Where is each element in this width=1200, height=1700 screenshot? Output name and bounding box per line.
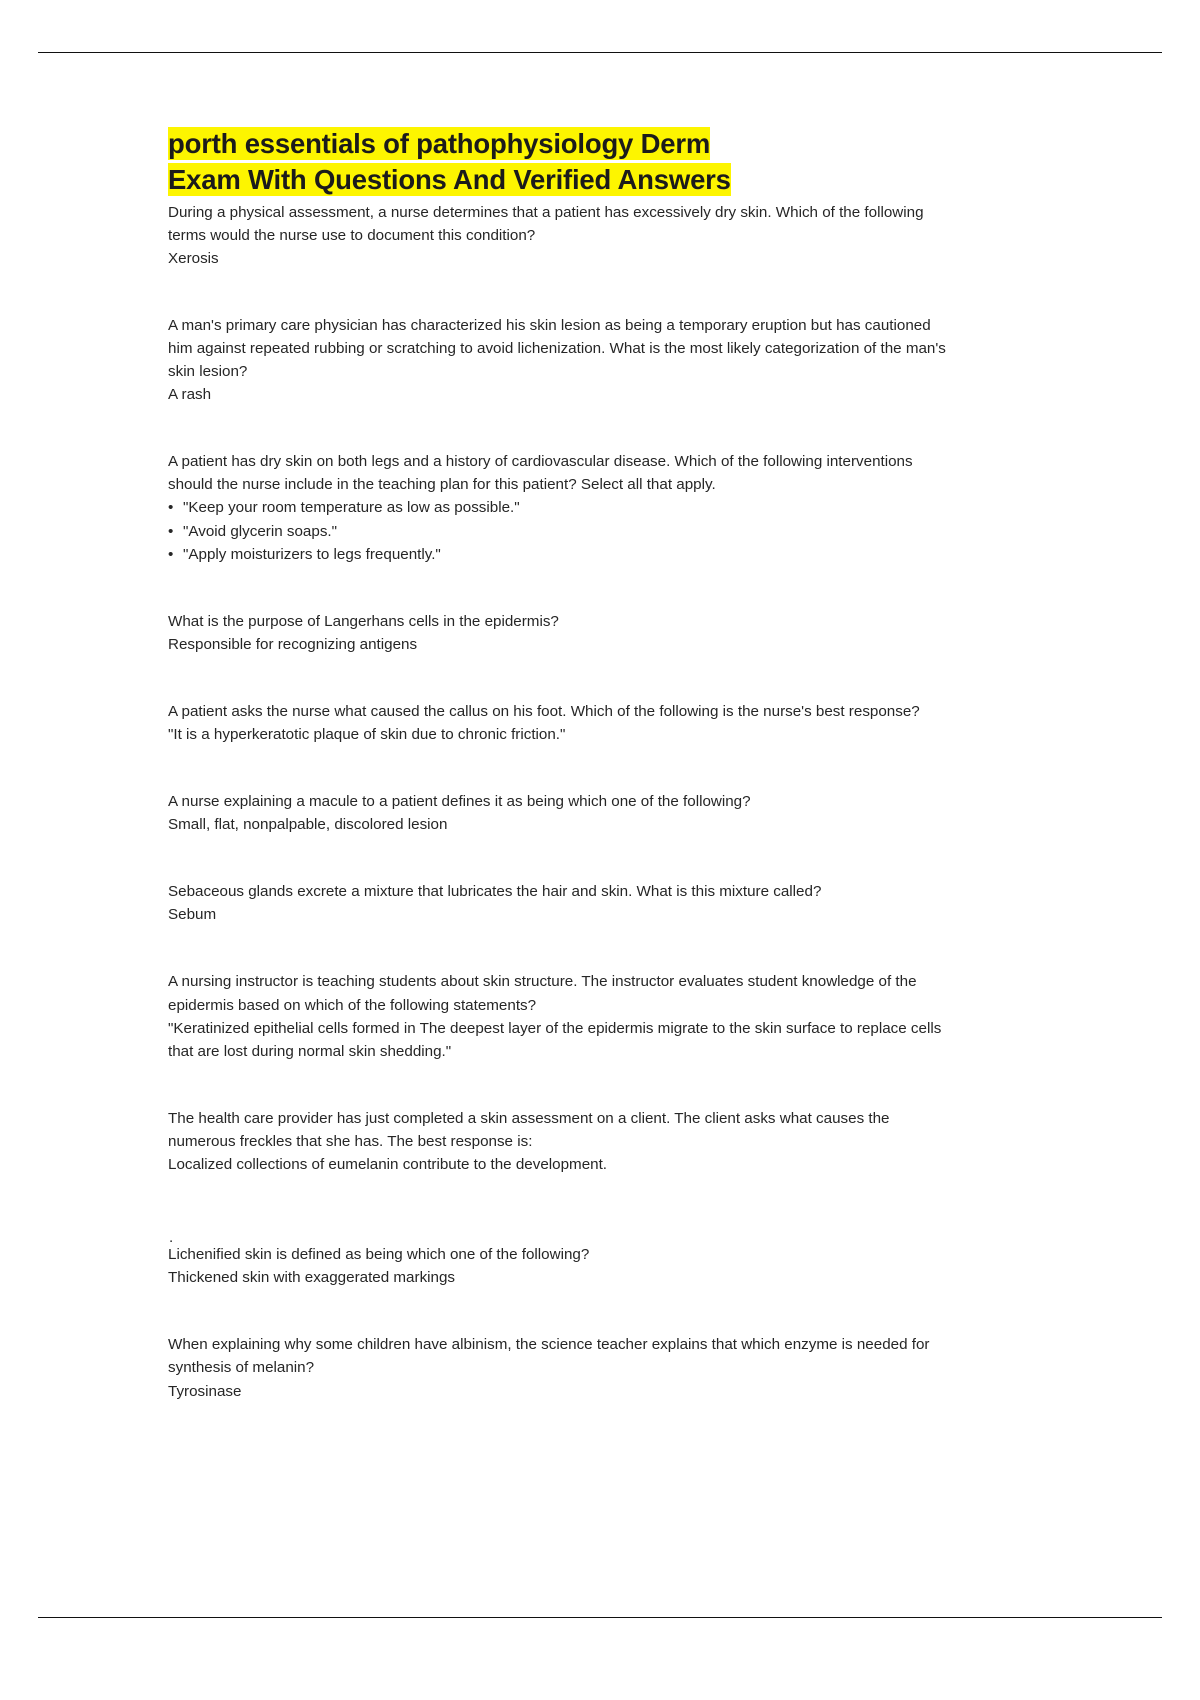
answer-text: Small, flat, nonpalpable, discolored lesion (168, 816, 448, 834)
document-body (168, 126, 958, 1403)
footer-divider (38, 1617, 1162, 1618)
page-title-line-2: Exam With Questions And Verified Answers (168, 164, 731, 196)
answer-bullet-list (168, 496, 958, 565)
question-text: Sebaceous glands excrete a mixture that lubricates the hair and skin. What is this mixture called? (168, 883, 822, 901)
header-divider (38, 52, 1162, 53)
qa-item (168, 450, 958, 565)
question-text: Lichenified skin is defined as being which one of the following? (168, 1246, 590, 1264)
question-text: The health care provider has just completed a skin assessment on a client. The client asks what causes the numerous freckles that she has. The best response is: (168, 1109, 890, 1150)
question-text: A man's primary care physician has characterized his skin lesion as being a temporary eruption but has cautioned him against repeated rubbing or scratching to avoid lichenization. What is the most likely categorization of the man's skin lesion? (168, 316, 946, 381)
stray-period-mark: . (169, 1229, 174, 1247)
qa-item (168, 880, 958, 926)
list-item: • "Avoid glycerin soaps." (168, 520, 958, 543)
page-title (168, 126, 958, 199)
qa-item (168, 610, 958, 656)
answer-text: "It is a hyperkeratotic plaque of skin due to chronic friction." (168, 726, 566, 743)
question-text: A patient has dry skin on both legs and a history of cardiovascular disease. Which of the following interventions should the nurse include in the teaching plan for this patient? Select all that apply. (168, 453, 913, 494)
qa-item (168, 970, 958, 1062)
answer-text: "Keratinized epithelial cells formed in The deepest layer of the epidermis migrate to the skin surface to replace cells that are lost during normal skin shedding." (168, 1019, 942, 1060)
list-item: • "Keep your room temperature as low as possible." (168, 496, 958, 519)
question-text: A nurse explaining a macule to a patient defines it as being which one of the following? (168, 793, 751, 811)
answer-text: Thickened skin with exaggerated markings (168, 1269, 456, 1287)
question-text: A patient asks the nurse what caused the callus on his foot. Which of the following is the nurse's best response? (168, 702, 920, 720)
answer-text: Sebum (168, 906, 217, 924)
answer-text: A rash (168, 386, 212, 404)
answer-text: Localized collections of eumelanin contribute to the development. (168, 1156, 608, 1174)
qa-item (168, 314, 958, 406)
qa-item (168, 1333, 958, 1402)
question-text: During a physical assessment, a nurse determines that a patient has excessively dry skin. Which of the following terms would the nurse use to document this condition? (168, 203, 924, 244)
answer-text: Tyrosinase (168, 1382, 242, 1400)
qa-item (168, 790, 958, 836)
page-title-line-1: porth essentials of pathophysiology Derm (168, 128, 711, 159)
qa-item (168, 201, 958, 270)
qa-item (168, 1107, 958, 1176)
question-text: A nursing instructor is teaching students about skin structure. The instructor evaluates student knowledge of the epidermis based on which of the following statements? (168, 973, 917, 1014)
answer-text: Xerosis (168, 249, 219, 267)
question-text: When explaining why some children have albinism, the science teacher explains that which enzyme is needed for synthesis of melanin? (168, 1336, 930, 1377)
question-text: What is the purpose of Langerhans cells in the epidermis? (168, 612, 559, 630)
qa-item (168, 700, 958, 746)
answer-text: Responsible for recognizing antigens (168, 635, 418, 653)
qa-item (168, 1228, 958, 1289)
list-item: • "Apply moisturizers to legs frequently." (168, 543, 958, 566)
